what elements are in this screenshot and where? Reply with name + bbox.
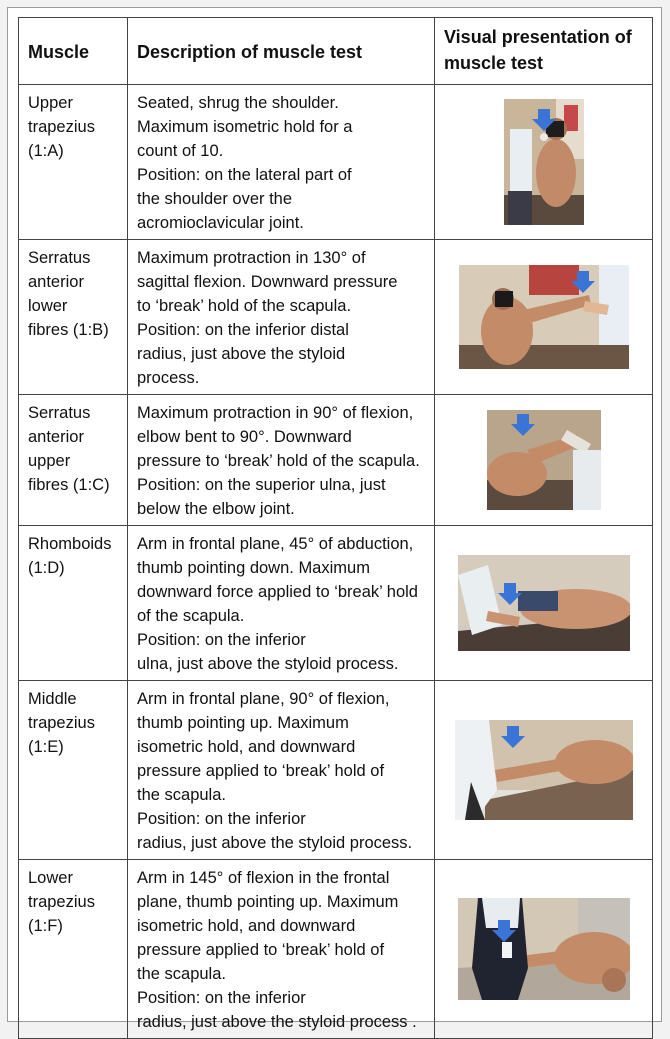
- muscle-name-line: Serratus: [28, 249, 91, 267]
- header-visual: Visual presentation of muscle test: [435, 18, 653, 85]
- description-line: radius, just above the styloid process .: [137, 1013, 417, 1031]
- muscle-name-line: fibres (1:B): [28, 321, 109, 339]
- visual-cell: [435, 860, 653, 1039]
- header-row: [19, 18, 653, 85]
- muscle-name-line: fibres (1:C): [28, 476, 110, 494]
- description-line: plane, thumb pointing up. Maximum: [137, 893, 399, 911]
- muscle-name-line: anterior: [28, 428, 84, 446]
- muscle-name-line: lower: [28, 297, 68, 315]
- description-line: acromioclavicular joint.: [137, 214, 304, 232]
- description-line: Position: on the inferior: [137, 810, 306, 828]
- description-line: thumb pointing down. Maximum: [137, 559, 370, 577]
- muscle-name-line: trapezius: [28, 714, 95, 732]
- muscle-name-line: anterior: [28, 273, 84, 291]
- description-line: isometric hold, and downward: [137, 917, 356, 935]
- description-line: isometric hold, and downward: [137, 738, 356, 756]
- muscle-name-line: trapezius: [28, 893, 95, 911]
- description-line: sagittal flexion. Downward pressure: [137, 273, 398, 291]
- muscle-name-line: (1:A): [28, 142, 64, 160]
- table-row: [19, 681, 653, 860]
- description-line: below the elbow joint.: [137, 500, 295, 518]
- muscle-test-table: [18, 17, 653, 1039]
- muscle-cell: [19, 85, 128, 240]
- table-row: [19, 395, 653, 526]
- description-line: Arm in frontal plane, 90° of flexion,: [137, 690, 390, 708]
- muscle-name-line: Rhomboids: [28, 535, 112, 553]
- upper-trapezius-test-photo: [504, 99, 584, 225]
- muscle-name-line: (1:E): [28, 738, 64, 756]
- description-line: downward force applied to ‘break’ hold: [137, 583, 418, 601]
- description-line: process.: [137, 369, 200, 387]
- description-line: count of 10.: [137, 142, 224, 160]
- muscle-cell: [19, 395, 128, 526]
- document-frame: [7, 7, 662, 1031]
- description-cell: [128, 681, 435, 860]
- description-line: Seated, shrug the shoulder.: [137, 94, 339, 112]
- lower-trapezius-test-photo: [458, 898, 630, 1000]
- description-line: pressure to ‘break’ hold of the scapula.: [137, 452, 420, 470]
- muscle-cell: [19, 526, 128, 681]
- visual-cell: [435, 681, 653, 860]
- middle-trapezius-test-photo: [455, 720, 633, 820]
- description-line: elbow bent to 90°. Downward: [137, 428, 352, 446]
- muscle-cell: [19, 240, 128, 395]
- visual-cell: [435, 240, 653, 395]
- description-line: pressure applied to ‘break’ hold of: [137, 941, 385, 959]
- serratus-anterior-upper-test-photo: [487, 410, 601, 510]
- description-cell: [128, 860, 435, 1039]
- visual-cell: [435, 395, 653, 526]
- description-line: Position: on the inferior: [137, 989, 306, 1007]
- description-line: Maximum isometric hold for a: [137, 118, 353, 136]
- table-row: [19, 860, 653, 1039]
- description-line: Arm in 145° of flexion in the frontal: [137, 869, 390, 887]
- description-line: the scapula.: [137, 786, 226, 804]
- muscle-name-line: upper: [28, 452, 71, 470]
- description-line: radius, just above the styloid process.: [137, 834, 413, 852]
- muscle-cell: [19, 860, 128, 1039]
- visual-cell: [435, 526, 653, 681]
- muscle-name-line: trapezius: [28, 118, 95, 136]
- muscle-name-line: Lower: [28, 869, 73, 887]
- rhomboids-test-photo: [458, 555, 630, 651]
- description-line: Maximum protraction in 90° of flexion,: [137, 404, 414, 422]
- header-muscle: Muscle: [19, 18, 128, 85]
- description-cell: [128, 395, 435, 526]
- description-line: pressure applied to ‘break’ hold of: [137, 762, 385, 780]
- table-row: [19, 240, 653, 395]
- description-line: Position: on the inferior: [137, 631, 306, 649]
- description-line: radius, just above the styloid: [137, 345, 346, 363]
- description-line: ulna, just above the styloid process.: [137, 655, 399, 673]
- description-line: Position: on the superior ulna, just: [137, 476, 386, 494]
- muscle-cell: [19, 681, 128, 860]
- description-line: Maximum protraction in 130° of: [137, 249, 366, 267]
- description-line: to ‘break’ hold of the scapula.: [137, 297, 352, 315]
- description-line: Position: on the inferior distal: [137, 321, 349, 339]
- table-row: [19, 85, 653, 240]
- visual-cell: [435, 85, 653, 240]
- description-line: of the scapula.: [137, 607, 245, 625]
- description-line: the shoulder over the: [137, 190, 293, 208]
- description-line: thumb pointing up. Maximum: [137, 714, 349, 732]
- header-description: Description of muscle test: [128, 18, 435, 85]
- description-line: Position: on the lateral part of: [137, 166, 352, 184]
- muscle-name-line: (1:D): [28, 559, 65, 577]
- description-cell: [128, 240, 435, 395]
- description-cell: [128, 526, 435, 681]
- muscle-name-line: Middle: [28, 690, 77, 708]
- table-row: [19, 526, 653, 681]
- muscle-name-line: (1:F): [28, 917, 63, 935]
- description-cell: [128, 85, 435, 240]
- description-line: the scapula.: [137, 965, 226, 983]
- serratus-anterior-lower-test-photo: [459, 265, 629, 369]
- muscle-name-line: Upper: [28, 94, 73, 112]
- description-line: Arm in frontal plane, 45° of abduction,: [137, 535, 414, 553]
- muscle-name-line: Serratus: [28, 404, 91, 422]
